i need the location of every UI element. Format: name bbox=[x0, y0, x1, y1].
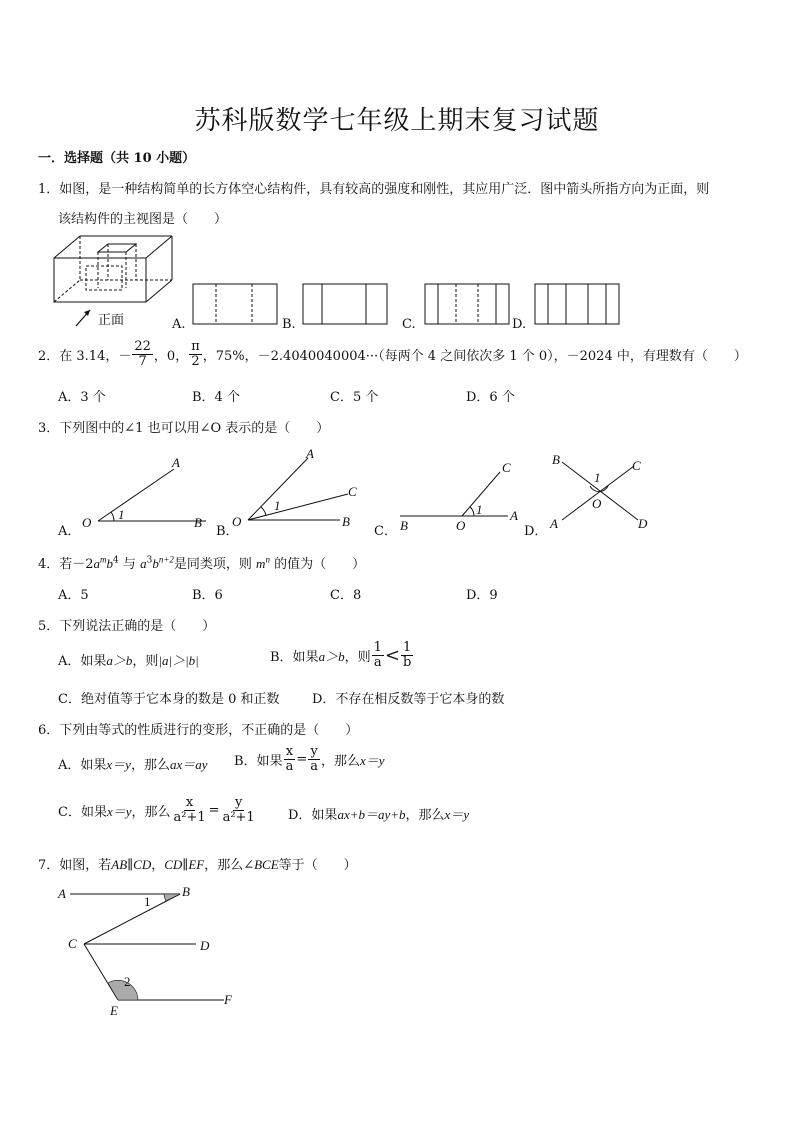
q7-bce: BCE bbox=[254, 857, 279, 872]
q4-part4: 的值为（ ） bbox=[274, 557, 366, 572]
q3-figure-d bbox=[546, 448, 656, 533]
q3c-label-1: 1 bbox=[476, 502, 483, 517]
q3b-label-a: A bbox=[306, 446, 314, 461]
q7-part2: ，那么∠ bbox=[204, 858, 255, 873]
q6d-mid: ，那么 bbox=[405, 808, 445, 823]
q6a-cond: x＝y bbox=[106, 757, 131, 772]
q5-option-c: C．绝对值等于它本身的数是 0 和正数 bbox=[58, 692, 280, 707]
q6-option-d bbox=[288, 804, 469, 823]
q1-option-d-label: D. bbox=[512, 317, 527, 332]
q3b-label-o: O bbox=[232, 514, 242, 529]
q7-parallel-lines-figure bbox=[56, 880, 246, 1020]
q4-part3: 是同类项，则 bbox=[173, 557, 252, 572]
q3-option-d-label: D． bbox=[524, 524, 548, 539]
q4-part1: 4．若－2 bbox=[38, 557, 94, 572]
q6c-equals: = bbox=[208, 803, 220, 818]
q1-option-a-figure bbox=[192, 283, 280, 327]
q3-figure-c bbox=[396, 458, 532, 533]
q7-label-1: 1 bbox=[144, 894, 151, 909]
q6c-mid: ，那么 bbox=[131, 805, 171, 820]
q6b-fraction-y-a bbox=[308, 745, 320, 774]
q6-stem: 6．下列由等式的性质进行的变形，不正确的是（ ） bbox=[38, 723, 359, 738]
q6c-fraction-x bbox=[172, 796, 208, 825]
q4-exp-m: m bbox=[100, 554, 107, 565]
q6c-den1: a²+1 bbox=[173, 810, 206, 825]
q4-option-b: B．6 bbox=[192, 588, 223, 603]
page-title: 苏科版数学七年级上期末复习试题 bbox=[194, 106, 600, 136]
q1-option-c-figure bbox=[424, 283, 512, 327]
q7-part1: 7．如图，若 bbox=[38, 858, 112, 873]
q4-option-c: C．8 bbox=[330, 588, 362, 603]
q5b-less-than: < bbox=[384, 645, 400, 666]
q1-stem-line2: 该结构件的主视图是（ ） bbox=[58, 212, 228, 227]
q3c-label-a: A bbox=[510, 508, 518, 523]
q5b-num2: 1 bbox=[402, 640, 412, 655]
q6c-num1: x bbox=[185, 795, 194, 810]
q6b-fraction-x-a bbox=[284, 745, 296, 774]
q6-option-b bbox=[234, 745, 385, 774]
q2-stem bbox=[38, 340, 747, 369]
q3-figure-b bbox=[230, 448, 370, 533]
q3c-label-o: O bbox=[456, 518, 466, 533]
q5a-result: |a|＞|b| bbox=[158, 653, 199, 668]
q7-stem bbox=[38, 854, 357, 873]
q7-cd-ef: CD∥EF bbox=[164, 857, 205, 872]
q2-mid2: ，75%，－2.4040040004···（每两个 4 之间依次多 1 个 0），－2024 中，有理数有（ ） bbox=[202, 349, 747, 364]
q2-f2-num: π bbox=[191, 339, 200, 354]
q4-stem bbox=[38, 553, 365, 572]
q6c-pre: C．如果 bbox=[58, 805, 107, 820]
q6b-num2: y bbox=[310, 744, 318, 759]
q5b-fraction-1-a bbox=[372, 641, 384, 670]
q5-stem: 5．下列说法正确的是（ ） bbox=[38, 619, 216, 634]
q6b-equals: = bbox=[296, 752, 308, 767]
q3-figure-a bbox=[78, 455, 218, 533]
q5b-den2: b bbox=[402, 655, 412, 670]
q5-option-d: D．不存在相反数等于它本身的数 bbox=[312, 692, 505, 707]
q5b-fraction-1-b bbox=[401, 641, 413, 670]
q4-option-d: D．9 bbox=[466, 588, 498, 603]
q6d-pre: D．如果 bbox=[288, 808, 338, 823]
q4-var-b: b bbox=[106, 556, 114, 571]
q1-stem-line1: 1．如图，是一种结构简单的长方体空心结构件，具有较高的强度和刚性，其应用广泛．图中箭头所指方向为正面，则 bbox=[38, 182, 710, 197]
q6a-result: ax＝ay bbox=[169, 757, 208, 772]
q6-option-c bbox=[58, 796, 258, 825]
q3a-label-1: 1 bbox=[118, 507, 125, 522]
q2-option-b: B．4 个 bbox=[192, 390, 240, 405]
q7-label-f: F bbox=[224, 992, 232, 1007]
q6b-result: x＝y bbox=[360, 753, 385, 768]
q4-part2: 与 bbox=[122, 557, 136, 572]
q3c-label-b: B bbox=[400, 518, 408, 533]
q5b-pre: B．如果 bbox=[270, 650, 319, 665]
q5b-num1: 1 bbox=[373, 640, 382, 655]
q7-label-b: B bbox=[182, 884, 190, 899]
q6b-mid: ，那么 bbox=[321, 754, 361, 769]
q3d-label-d: D bbox=[638, 516, 648, 531]
q2-fraction-pi-2 bbox=[189, 340, 202, 369]
q4-exp-n: n bbox=[265, 554, 270, 565]
q1-option-a-label: A. bbox=[172, 317, 186, 332]
q3c-label-c: C bbox=[502, 460, 511, 475]
q6a-pre: A．如果 bbox=[58, 758, 107, 773]
q4-var-m: m bbox=[256, 556, 266, 571]
q2-option-c: C．5 个 bbox=[330, 390, 379, 405]
q3-stem: 3．下列图中的∠1 也可以用∠O 表示的是（ ） bbox=[38, 421, 330, 436]
q3d-label-o: O bbox=[592, 496, 602, 511]
q2-mid1: ，0， bbox=[153, 349, 189, 364]
q6d-cond: ax+b＝ay+b bbox=[337, 807, 406, 822]
q3d-label-b: B bbox=[552, 452, 560, 467]
q6c-cond: x＝y bbox=[106, 804, 132, 819]
q2-stem-prefix: 2．在 3.14， bbox=[38, 349, 119, 364]
q4-option-a: A．5 bbox=[58, 588, 89, 603]
section-heading: 一．选择题（共 10 小题） bbox=[38, 151, 196, 166]
q5-option-b bbox=[270, 641, 414, 670]
q5-option-a bbox=[58, 650, 199, 669]
q6c-num2: y bbox=[234, 795, 243, 810]
q6c-fraction-y bbox=[221, 796, 257, 825]
q7-sep: ， bbox=[151, 858, 165, 873]
q1-option-b-label: B. bbox=[282, 317, 296, 332]
q7-label-e: E bbox=[110, 1003, 118, 1018]
q6b-pre: B．如果 bbox=[234, 754, 283, 769]
q6-option-a bbox=[58, 754, 208, 773]
q2-neg-sign: － bbox=[118, 349, 132, 364]
q6b-num1: x bbox=[285, 744, 294, 759]
q4-exp-4: 4 bbox=[113, 555, 119, 566]
q3a-label-b: B bbox=[194, 515, 202, 530]
q6b-den2: a bbox=[310, 759, 318, 774]
q7-label-d: D bbox=[200, 938, 210, 953]
q6a-mid: ，那么 bbox=[130, 758, 170, 773]
q2-f1-den: 7 bbox=[138, 354, 147, 369]
q1-option-d-figure bbox=[534, 283, 622, 327]
q2-f2-den: 2 bbox=[191, 354, 200, 369]
q7-ab-cd: AB∥CD bbox=[111, 857, 152, 872]
q7-label-c: C bbox=[68, 936, 77, 951]
q2-option-a: A．3 个 bbox=[58, 390, 106, 405]
q5b-mid: ，则 bbox=[344, 650, 371, 665]
q1-option-b-figure bbox=[302, 283, 390, 327]
q1-front-label: 正面 bbox=[98, 313, 125, 328]
q5a-mid: ，则 bbox=[132, 654, 159, 669]
q1-option-c-label: C. bbox=[402, 317, 416, 332]
q3b-label-c: C bbox=[348, 484, 357, 499]
q4-exp-3: 3 bbox=[146, 555, 153, 566]
q3b-label-b: B bbox=[342, 514, 350, 529]
q4-exp-n2: n+2 bbox=[158, 554, 174, 565]
q3d-label-c: C bbox=[632, 458, 641, 473]
q6b-den1: a bbox=[285, 759, 294, 774]
q7-label-2: 2 bbox=[124, 974, 131, 989]
q6d-result: x＝y bbox=[444, 807, 470, 822]
q3d-label-a: A bbox=[550, 516, 558, 531]
q3d-label-1: 1 bbox=[594, 470, 601, 485]
q3-option-a-label: A． bbox=[58, 524, 81, 539]
q3-option-b-label: B． bbox=[216, 524, 239, 539]
q4-var-b2: b bbox=[152, 556, 159, 571]
q2-f1-num: 22 bbox=[134, 339, 151, 354]
q5a-pre: A．如果 bbox=[58, 654, 107, 669]
q4-var-a2: a bbox=[140, 556, 147, 571]
q3a-label-o: O bbox=[82, 515, 92, 530]
q5b-den1: a bbox=[373, 655, 382, 670]
q3a-label-a: A bbox=[172, 455, 180, 470]
q2-option-d: D．6 个 bbox=[466, 390, 515, 405]
q6c-den2: a²+1 bbox=[222, 810, 255, 825]
q7-label-a: A bbox=[58, 886, 66, 901]
q2-fraction-22-7 bbox=[132, 340, 153, 369]
q5a-cond: a＞b bbox=[106, 653, 133, 668]
q3-option-c-label: C． bbox=[374, 524, 397, 539]
q4-var-a: a bbox=[93, 556, 101, 571]
q5b-cond: a＞b bbox=[318, 649, 345, 664]
q7-part3: 等于（ ） bbox=[278, 858, 357, 873]
q3b-label-1: 1 bbox=[274, 498, 281, 513]
